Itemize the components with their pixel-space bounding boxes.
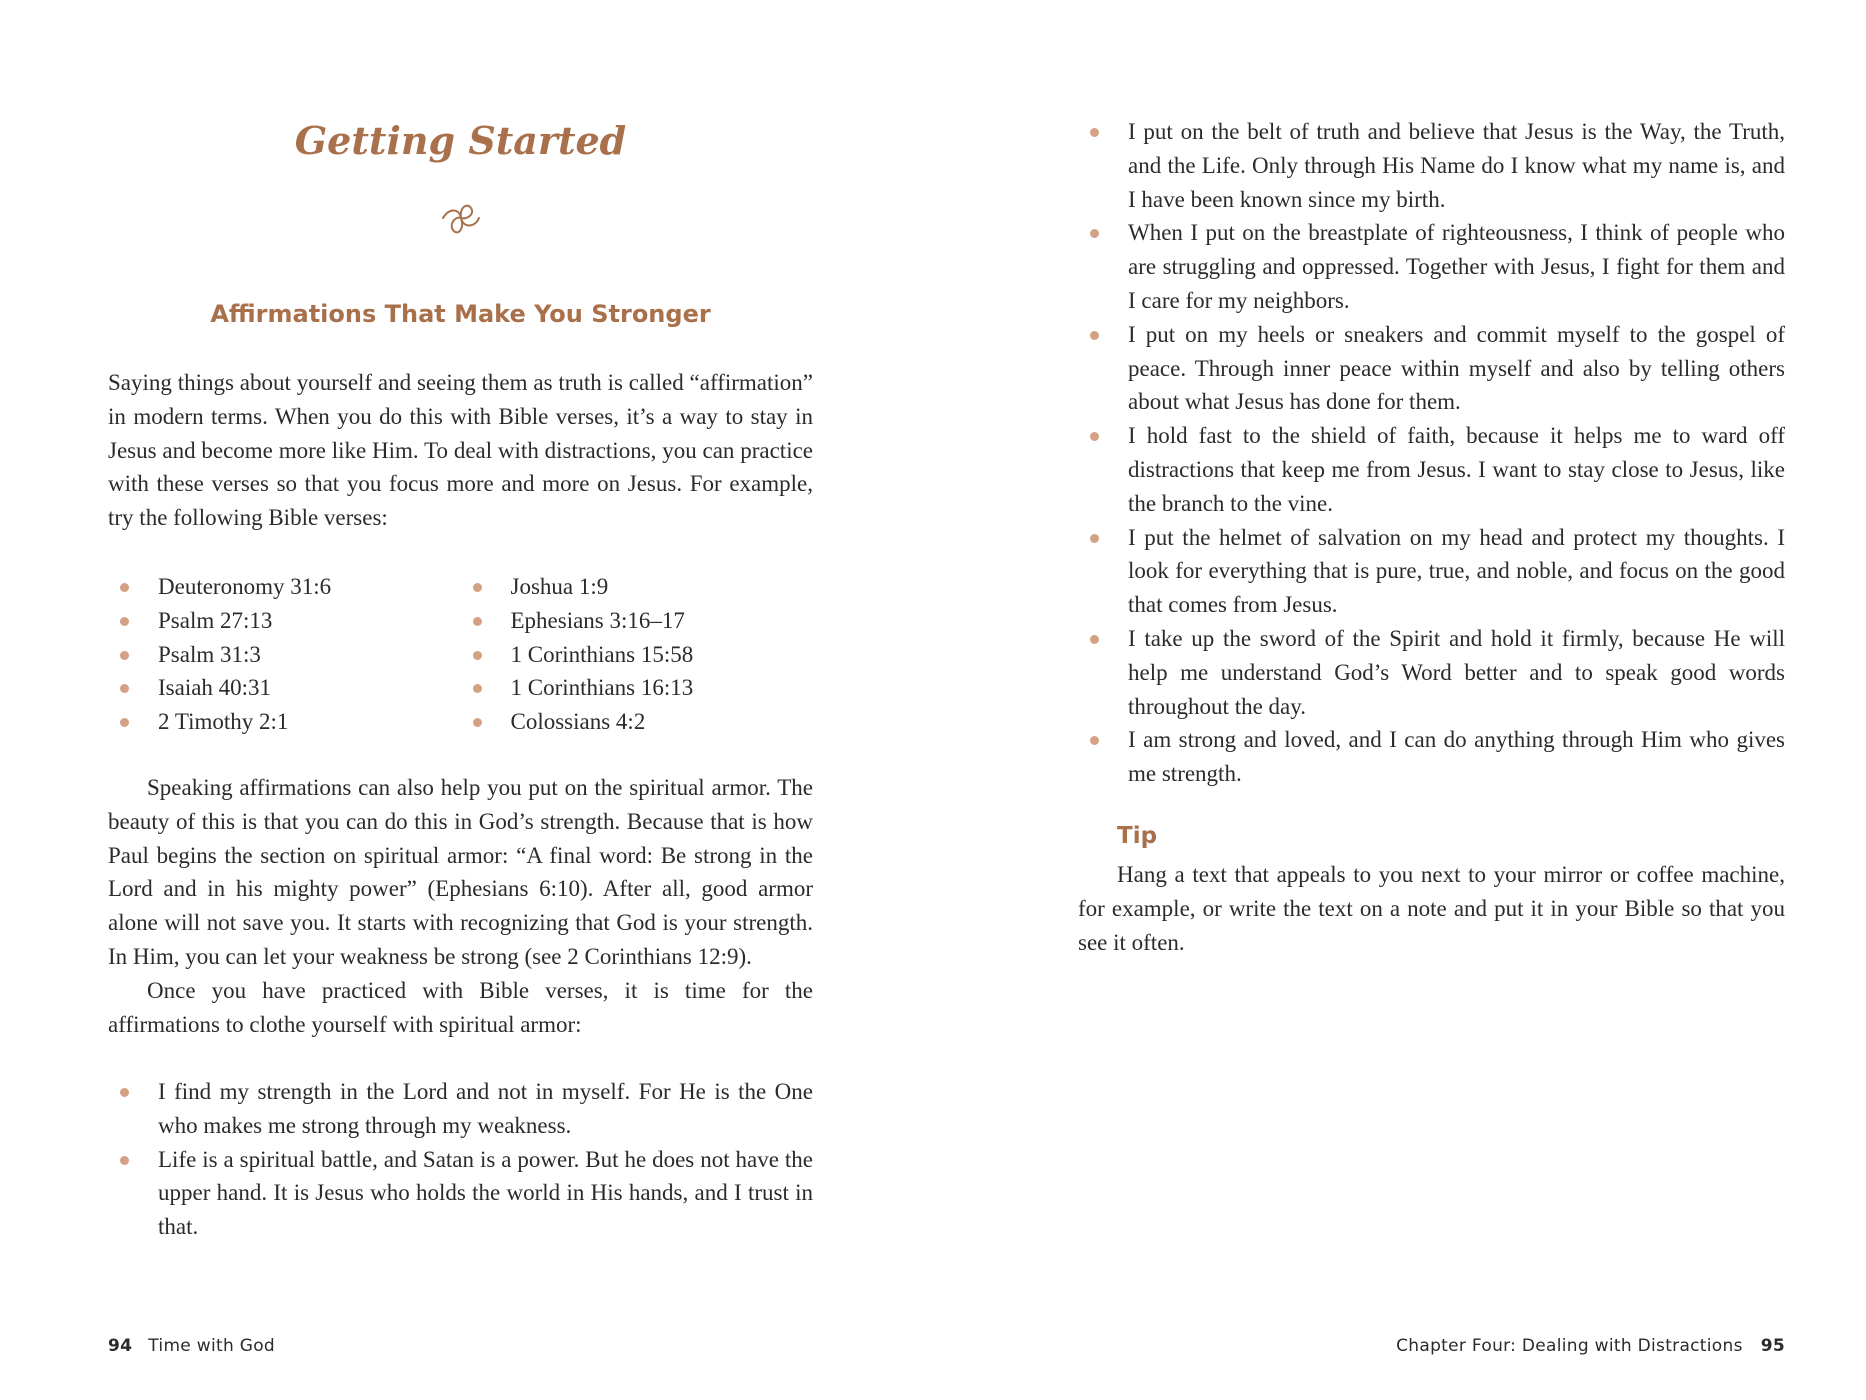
running-head: Chapter Four: Dealing with Distractions bbox=[1396, 1336, 1743, 1356]
bullet-icon bbox=[473, 651, 482, 660]
list-item: Life is a spiritual battle, and Satan is a power. But he does not have the upper hand. It is Jesus who holds the world in His hands, and I trust in that. bbox=[108, 1143, 813, 1244]
list-item: I put on the belt of truth and believe that Jesus is the Way, the Truth, and the Life. Only through His Name do I know what my name is, and I have been known since my birth. bbox=[1078, 115, 1785, 216]
armor-paragraph: Speaking affirmations can also help you put on the spiritual armor. The beauty of this is that you can do this in God’s strength. Because that is how Paul begins the section on spiritual armor: “A final word: Be strong in the Lord and in his mighty power” (Ephesians 6:10). After all, good armor alone will not save you. It starts with recognizing that God is your strength. In Him, you can let your weakness be strong (see 2 Corinthians 12:9). bbox=[108, 775, 813, 969]
list-item: I put the helmet of salvation on my head and protect my thoughts. I look for everything that is pure, true, and noble, and focus on the good that comes from Jesus. bbox=[1078, 521, 1785, 622]
bullet-icon bbox=[473, 617, 482, 626]
tip-text: Hang a text that appeals to you next to your mirror or coffee machine, for example, or write the text on a note and put it in your Bible so that you see it often. bbox=[1078, 862, 1785, 955]
bullet-icon bbox=[1090, 331, 1099, 340]
list-item: Psalm 27:13 bbox=[108, 604, 461, 638]
bullet-icon bbox=[120, 617, 129, 626]
bullet-icon bbox=[120, 1088, 129, 1097]
bullet-icon bbox=[120, 1156, 129, 1165]
list-item: Psalm 31:3 bbox=[108, 638, 461, 672]
bullet-icon bbox=[1090, 534, 1099, 543]
list-item: Isaiah 40:31 bbox=[108, 671, 461, 705]
list-item: I find my strength in the Lord and not in myself. For He is the One who makes me strong through my weakness. bbox=[108, 1075, 813, 1143]
page-number: 94 bbox=[108, 1336, 133, 1356]
running-head: Time with God bbox=[148, 1336, 276, 1356]
intro-paragraph: Saying things about yourself and seeing them as truth is called “affirmation” in modern terms. When you do this with Bible verses, it’s a way to stay in Jesus and become more like Him. To deal with distractions, you can practice with these verses so that you focus more and more on Jesus. For example, try the following Bible verses: bbox=[108, 370, 813, 531]
flourish-ornament-icon bbox=[435, 196, 487, 240]
list-item: When I put on the breastplate of righteousness, I think of people who are struggling and oppressed. Together with Jesus, I fight for them and I care for my neighbors. bbox=[1078, 216, 1785, 317]
bullet-icon bbox=[120, 583, 129, 592]
tip-heading: Tip bbox=[1117, 823, 1158, 849]
bullet-icon bbox=[473, 583, 482, 592]
right-page bbox=[1078, 0, 1785, 1400]
list-item: Colossians 4:2 bbox=[461, 705, 814, 739]
verse-column-2 bbox=[461, 570, 814, 739]
list-item: Joshua 1:9 bbox=[461, 570, 814, 604]
list-item: Ephesians 3:16–17 bbox=[461, 604, 814, 638]
bullet-icon bbox=[1090, 736, 1099, 745]
verse-list bbox=[108, 570, 813, 739]
bullet-icon bbox=[120, 684, 129, 693]
bullet-icon bbox=[120, 651, 129, 660]
list-item: 1 Corinthians 16:13 bbox=[461, 671, 814, 705]
practice-paragraph: Once you have practiced with Bible verses, it is time for the affirmations to clothe yourself with spiritual armor: bbox=[108, 977, 813, 1037]
section-heading: Affirmations That Make You Stronger bbox=[210, 300, 711, 328]
bullet-icon bbox=[473, 684, 482, 693]
page-number: 95 bbox=[1760, 1336, 1785, 1356]
armor-paragraphs bbox=[108, 771, 813, 1041]
verse-column-1 bbox=[108, 570, 461, 739]
bullet-icon bbox=[1090, 635, 1099, 644]
list-item: I put on my heels or sneakers and commit myself to the gospel of peace. Through inner peace within myself and also by telling others about what Jesus has done for them. bbox=[1078, 318, 1785, 419]
left-page bbox=[108, 0, 813, 1400]
bullet-icon bbox=[1090, 128, 1099, 137]
bullet-icon bbox=[120, 718, 129, 727]
list-item: I take up the sword of the Spirit and hold it firmly, because He will help me understand God’s Word better and to speak good words throughout the day. bbox=[1078, 622, 1785, 723]
footer-left bbox=[108, 1336, 275, 1356]
page-title: Getting Started bbox=[294, 118, 627, 163]
list-item: I hold fast to the shield of faith, because it helps me to ward off distractions that keep me from Jesus. I want to stay close to Jesus, like the branch to the vine. bbox=[1078, 419, 1785, 520]
list-item: Deuteronomy 31:6 bbox=[108, 570, 461, 604]
list-item: 1 Corinthians 15:58 bbox=[461, 638, 814, 672]
affirmation-list-right bbox=[1078, 115, 1785, 791]
bullet-icon bbox=[1090, 229, 1099, 238]
bullet-icon bbox=[473, 718, 482, 727]
bullet-icon bbox=[1090, 432, 1099, 441]
affirmation-list-left bbox=[108, 1075, 813, 1244]
list-item: I am strong and loved, and I can do anything through Him who gives me strength. bbox=[1078, 723, 1785, 791]
footer-right bbox=[1396, 1336, 1785, 1356]
list-item: 2 Timothy 2:1 bbox=[108, 705, 461, 739]
